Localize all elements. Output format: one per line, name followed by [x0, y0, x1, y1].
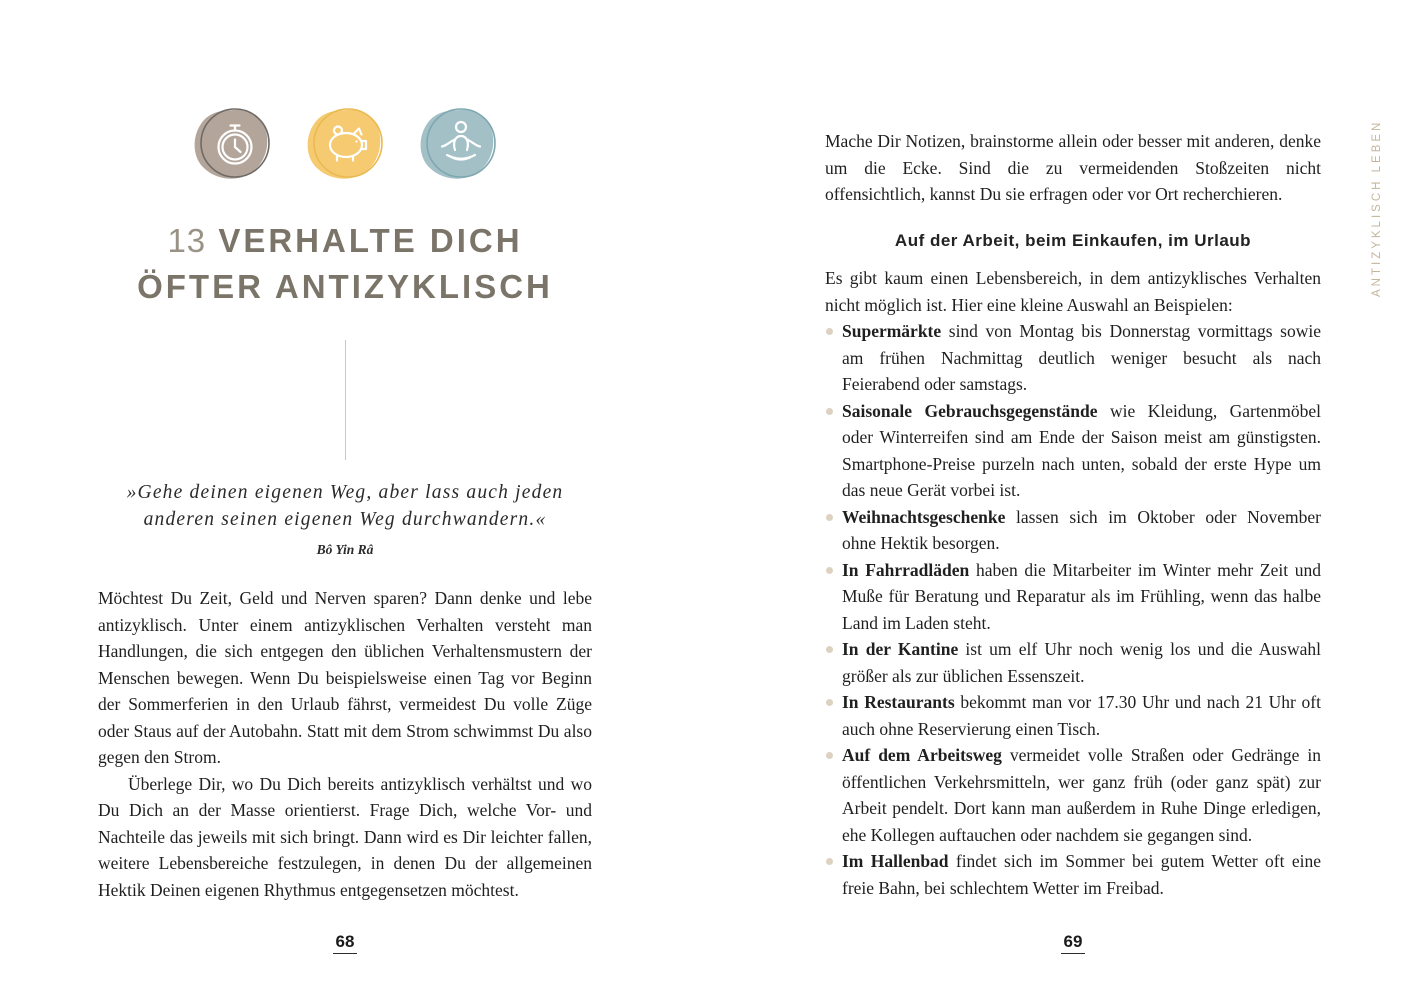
list-item-text: sind von Montag bis Donnerstag vormittags sowie am frühen Nachmittag deutlich weniger besucht als nach Feierabend oder samstags. — [842, 321, 1321, 394]
list-item-keyword: Supermärkte — [842, 321, 942, 341]
lead-paragraph: Es gibt kaum einen Lebensbereich, in dem antizyklisches Verhalten nicht möglich ist. Hier eine kleine Auswahl an Beispielen: — [825, 268, 1321, 315]
chapter-icons — [98, 103, 592, 191]
section-heading: Auf der Arbeit, beim Einkaufen, im Urlaub — [894, 230, 1252, 250]
list-item-keyword: In der Kantine — [842, 639, 959, 659]
list-item-text: haben die Mitarbeiter im Winter mehr Zeit und Muße für Beratung und Reparatur als im Frühling, wenn das halbe Land im Laden steht. — [842, 559, 1322, 633]
left-page — [98, 0, 592, 903]
divider-line — [345, 340, 346, 460]
chapter-quote — [98, 479, 592, 533]
list-item-keyword: Saisonale Gebrauchsgegenstände — [842, 400, 1098, 421]
list-item — [842, 398, 1321, 504]
bullet-dot — [826, 699, 833, 706]
list-item-text: ist um elf Uhr noch wenig los und die Auswahl größer als zur üblichen Essenszeit. — [842, 639, 1322, 686]
quote-line1: »Gehe deinen eigenen Weg, aber lass auch jeden — [126, 482, 564, 503]
body-paragraph-1: Möchtest Du Zeit, Geld und Nerven sparen? Dann denke und lebe antizyklisch. Unter einem antizyklischen Verhalten versteht man Handlungen, die sich entgegen den üblichen Verhaltensmustern der Menschen bewegen. Wenn Du beispielsweise einen Tag vor Beginn der Sommerferien in den Urlaub fährst, vermeidest Du volle Züge oder Staus auf der Autobahn. Statt mit dem Strom schwimmst Du also gegen den Strom. — [98, 588, 592, 767]
list-item — [842, 557, 1321, 637]
list-item — [842, 636, 1321, 689]
list-item-text: wie Kleidung, Gartenmöbel oder Winterreifen sind am Ende der Saison meist am günstigsten. Smartphone-Preise purzeln nach unten, sobald der erste Hype um das neue Gerät vorbei ist. — [842, 400, 1321, 500]
sidebar-vertical-label: ANTIZYKLISCH LEBEN — [1371, 119, 1383, 297]
bullet-dot — [826, 752, 833, 759]
list-item — [842, 742, 1321, 848]
list-item-keyword: Weihnachtsgeschenke — [842, 506, 1006, 527]
list-item-keyword: Auf dem Arbeitsweg — [842, 745, 1002, 765]
piggy-bank-icon — [301, 103, 389, 191]
chapter-title — [98, 218, 592, 310]
list-item-text: lassen sich im Oktober oder November ohne Hektik besorgen. — [842, 506, 1321, 553]
list-item-text: findet sich im Sommer bei gutem Wetter oft eine freie Bahn, bei schlechtem Wetter im Freibad. — [842, 851, 1321, 898]
bullet-dot — [826, 646, 833, 653]
chapter-title-line2: ÖFTER ANTIZYKLISCH — [137, 268, 553, 305]
chapter-number: 13 — [167, 222, 207, 259]
intro-paragraph: Mache Dir Notizen, brainstorme allein oder besser mit anderen, denke um die Ecke. Sind die zu vermeidenden Stoßzeiten nicht offensichtlich, kannst Du sie erfragen oder vor Ort recherchieren. — [825, 131, 1321, 204]
body-paragraph-2: Überlege Dir, wo Du Dich bereits antizyklisch verhältst und wo Du Dich an der Masse orientierst. Frage Dich, welche Vor- und Nachteile das jeweils mit sich bringt. Dann wird es Dir leichter fallen, weitere Lebensbereiche festzulegen, in denen Du der allgemeinen Hektik Deinen eigenen Rhythmus entgegensetzen möchtest. — [98, 773, 592, 900]
list-item — [842, 848, 1321, 901]
list-item-keyword: In Restaurants — [842, 692, 955, 712]
list-item-text: bekommt man vor 17.30 Uhr und nach 21 Uhr oft auch ohne Reservierung einen Tisch. — [842, 692, 1321, 739]
bullet-dot — [826, 858, 833, 865]
page-number-right: 69 — [825, 932, 1321, 954]
list-item — [842, 504, 1321, 557]
list-item-text: vermeidet volle Straßen oder Gedränge in öffentlichen Verkehrsmitteln, wer ganz früh (oder ganz spät) zur Arbeit pendelt. Dort kann man außerdem in Ruhe Dinge erledigen, ehe Kollegen auftauchen oder nachdem sie gegangen sind. — [842, 745, 1322, 845]
examples-list — [825, 318, 1321, 901]
meditation-icon — [414, 103, 502, 191]
chapter-title-line1: VERHALTE DICH — [218, 222, 523, 259]
right-page — [825, 0, 1321, 901]
list-item-keyword: In Fahrradläden — [842, 559, 970, 580]
quote-attribution: Bô Yin Râ — [316, 542, 374, 557]
bullet-dot — [826, 567, 833, 574]
bullet-dot — [826, 408, 833, 415]
page-number-left: 68 — [98, 932, 592, 954]
bullet-dot — [826, 328, 833, 335]
bullet-dot — [826, 514, 833, 521]
left-body-text — [98, 585, 592, 903]
list-item-keyword: Im Hallenbad — [842, 851, 949, 871]
list-item — [842, 318, 1321, 398]
quote-line2: anderen seinen eigenen Weg durchwandern.« — [143, 509, 547, 530]
stopwatch-icon — [188, 103, 276, 191]
list-item — [842, 689, 1321, 742]
